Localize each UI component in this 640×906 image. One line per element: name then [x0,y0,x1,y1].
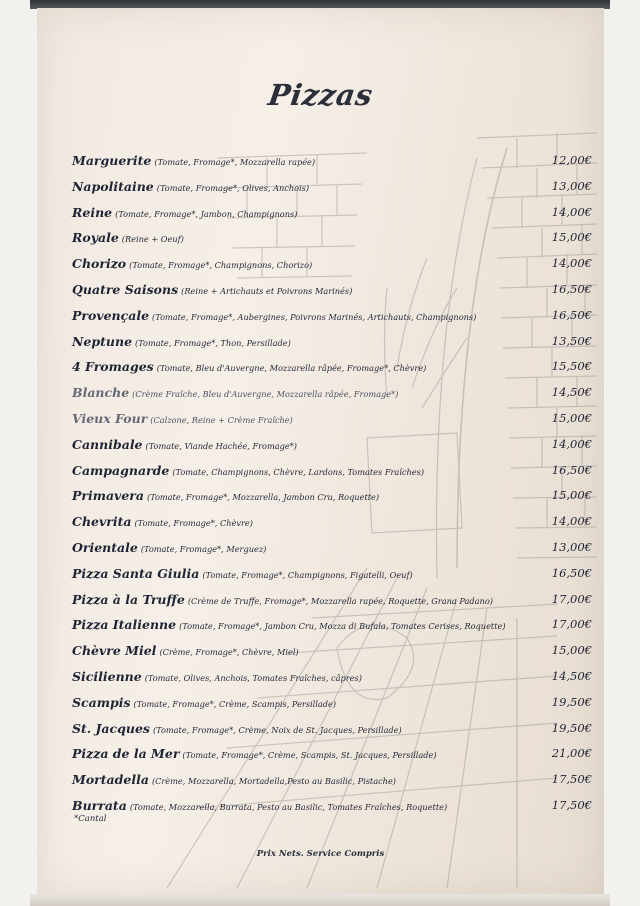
pizza-ingredients: (Tomate, Fromage*, Champignons, Figatelli, Oeuf) [202,569,413,580]
pizza-ingredients: (Tomate, Champignons, Chèvre, Lardons, Tomates Fraîches) [172,466,425,477]
pizza-ingredients: (Tomate, Fromage*, Jambon Cru, Mozza di Bufala, Tomates Cerises, Roquette) [179,621,506,632]
pizza-price: 21,00€ [551,746,592,761]
pizza-price: 14,50€ [551,668,592,683]
pizza-price: 15,00€ [551,410,592,425]
list-item [72,306,592,332]
price-footer: Prix Nets. Service Compris [256,849,385,859]
pizza-price: 14,00€ [551,256,592,271]
list-item [72,641,592,667]
pizza-ingredients: (Tomate, Fromage*, Aubergines, Poivrons Marinés, Artichauts, Champignons) [152,311,477,322]
pizza-name: Sicilienne [72,668,142,684]
pizza-name: Blanche [72,385,130,401]
pizza-price: 15,00€ [551,230,592,245]
pizza-ingredients: (Tomate, Fromage*, Mozzarella rapée) [154,157,316,167]
pizza-name: Marguerite [72,153,152,168]
pizza-ingredients: (Tomate, Bleu d'Auvergne, Mozzarella râpée, Fromage*, Chèvre) [156,363,427,374]
pizza-price: 15,00€ [551,643,592,658]
pizza-name: 4 Fromages [72,359,154,375]
binder-bottom-edge [30,894,610,906]
list-item [72,435,592,461]
pizza-name: Vieux Four [72,410,148,426]
pizza-name: Chevrita [72,514,132,530]
pizza-name: Burrata [72,797,127,813]
list-item [72,770,592,796]
pizza-price: 17,00€ [551,591,592,606]
pizza-price: 13,50€ [551,333,592,348]
page-title: Pizzas [266,78,375,112]
pizza-name: Orientale [72,539,138,555]
list-item [72,357,592,383]
pizza-name: Chorizo [72,256,127,272]
pizza-ingredients: (Tomate, Fromage*, Champignons, Chorizo) [129,260,313,271]
pizza-price: 16,50€ [551,462,592,477]
pizza-price: 16,50€ [551,281,592,296]
list-item [72,332,592,358]
pizza-name: Quatre Saisons [72,281,179,297]
pizza-ingredients: (Tomate, Fromage*, Crème, Scampis, St. Jacques, Persillade) [182,750,437,761]
pizza-name: Chèvre Miel [72,643,157,659]
pizza-ingredients: (Tomate, Fromage*, Thon, Persillade) [135,337,291,348]
pizza-list [72,151,592,822]
pizza-ingredients: (Crème, Mozzarella, Mortadella,Pesto au Basilic, Pistache) [151,776,396,787]
list-item [72,151,592,177]
pizza-ingredients: (Tomate, Viande Hachée, Fromage*) [145,440,297,451]
pizza-name: Napolitaine [72,178,154,194]
list-item [72,796,592,822]
pizza-price: 14,50€ [551,385,592,400]
pizza-price: 19,50€ [551,720,592,735]
list-item [72,383,592,409]
pizza-ingredients: (Reine + Oeuf) [121,234,184,245]
pizza-name: Cannibale [72,436,143,452]
pizza-price: 14,00€ [551,204,592,219]
pizza-price: 17,50€ [551,772,592,787]
pizza-name: Pizza Italienne [72,617,177,633]
pizza-ingredients: (Tomate, Mozzarella, Burrata, Pesto au Basilic, Tomates Fraîches, Roquette) [129,801,448,812]
list-item [72,486,592,512]
pizza-name: Pizza Santa Giulia [72,565,200,581]
pizza-price: 16,50€ [551,565,592,580]
pizza-name: Primavera [72,488,144,504]
list-item [72,203,592,229]
pizza-ingredients: (Tomate, Olives, Anchois, Tomates Fraîches, câpres) [144,672,362,683]
pizza-name: Provençale [72,307,150,323]
pizza-name: St. Jacques [72,720,150,736]
pizza-ingredients: (Crème Fraîche, Bleu d'Auvergne, Mozzarella râpée, Fromage*) [132,389,399,400]
pizza-name: Neptune [72,333,133,349]
pizza-ingredients: (Tomate, Fromage*, Jambon, Champignons) [115,208,298,219]
list-item [72,564,592,590]
cheese-footnote: *Cantal [74,814,107,824]
list-item [72,461,592,487]
pizza-name: Pizza à la Truffe [72,591,185,607]
pizza-name: Reine [72,204,113,220]
list-item [72,693,592,719]
pizza-ingredients: (Tomate, Fromage*, Chèvre) [134,518,253,529]
pizza-ingredients: (Tomate, Fromage*, Mozzarella, Jambon Cru, Roquette) [146,492,380,503]
list-item [72,512,592,538]
list-item [72,590,592,616]
list-item [72,538,592,564]
list-item [72,615,592,641]
pizza-ingredients: (Tomate, Fromage*, Olives, Anchois) [156,182,310,193]
pizza-ingredients: (Reine + Artichauts et Poivrons Marinés) [181,285,353,296]
pizza-ingredients: (Tomate, Fromage*, Crème, Scampis, Persillade) [133,698,337,709]
pizza-price: 14,00€ [551,436,592,451]
pizza-ingredients: (Crème, Fromage*, Chèvre, Miel) [159,647,299,658]
pizza-name: Campagnarde [72,462,170,478]
pizza-price: 17,50€ [551,797,592,812]
pizza-name: Scampis [72,694,131,710]
list-item [72,719,592,745]
pizza-price: 13,00€ [551,178,592,193]
list-item [72,228,592,254]
pizza-name: Royale [72,230,119,246]
pizza-price: 17,00€ [551,617,592,632]
list-item [72,177,592,203]
menu-page [37,8,604,896]
list-item [72,667,592,693]
pizza-price: 15,50€ [551,359,592,374]
pizza-ingredients: (Tomate, Fromage*, Crème, Noix de St. Jacques, Persillade) [152,724,402,735]
pizza-price: 15,00€ [551,488,592,503]
pizza-price: 19,50€ [551,694,592,709]
pizza-price: 16,50€ [551,307,592,322]
pizza-ingredients: (Tomate, Fromage*, Merguez) [140,543,267,554]
pizza-price: 14,00€ [551,514,592,529]
list-item [72,744,592,770]
pizza-name: Mortadella [72,772,149,788]
pizza-ingredients: (Calzone, Reine + Crème Fraîche) [150,414,293,425]
list-item [72,280,592,306]
pizza-name: Pizza de la Mer [72,746,180,762]
pizza-ingredients: (Crème de Truffe, Fromage*, Mozzarella rapée, Roquette, Grana Padano) [187,595,493,606]
pizza-price: 13,00€ [551,539,592,554]
pizza-price: 12,00€ [551,153,592,167]
list-item [72,409,592,435]
list-item [72,254,592,280]
